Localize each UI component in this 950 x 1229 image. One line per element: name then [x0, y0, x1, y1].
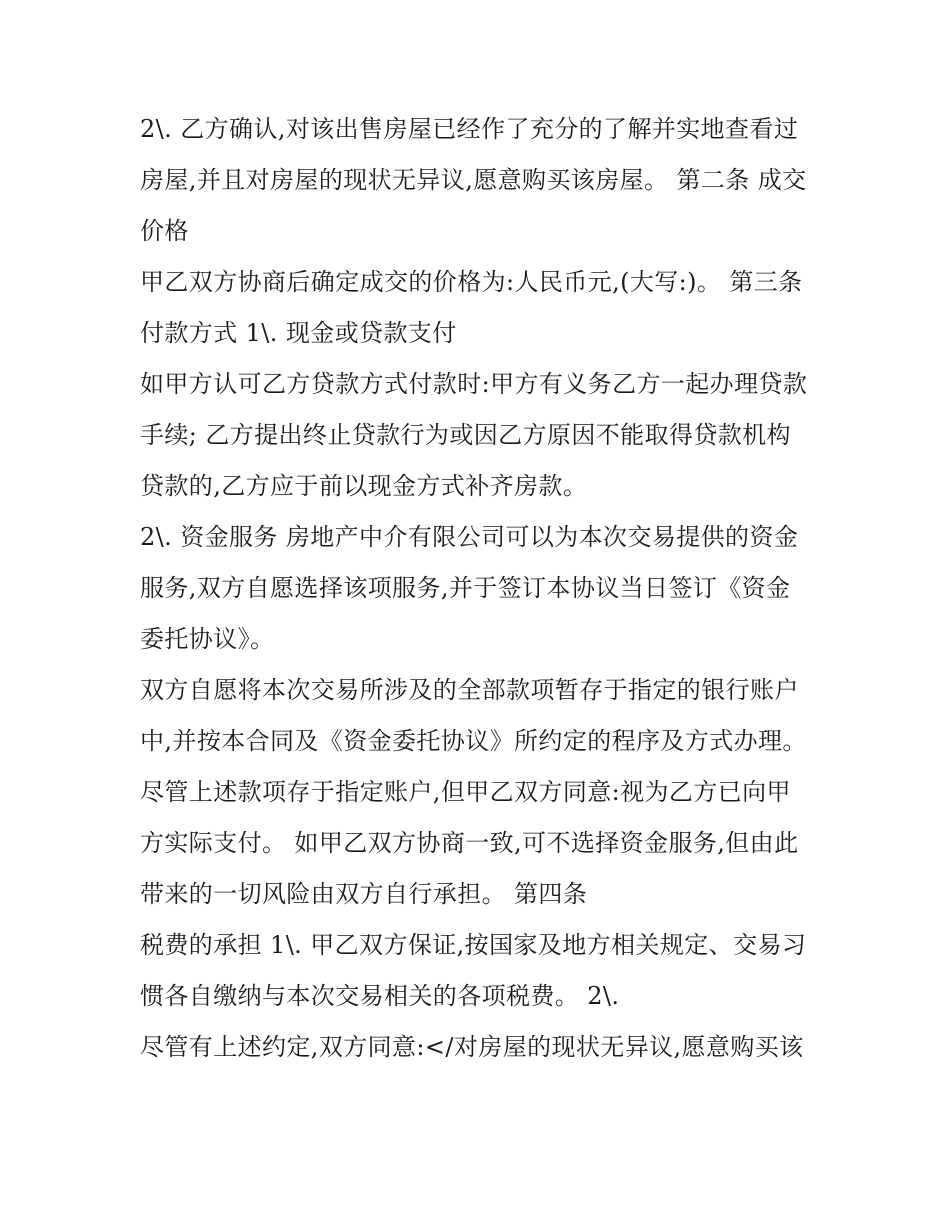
paragraph-8: 尽管有上述约定,双方同意:</对房屋的现状无异议,愿意购买该 — [140, 1033, 804, 1061]
paragraph-3: 如甲方认可乙方贷款方式付款时:甲方有义务乙方一起办理贷款手续; 乙方提出终止贷款行为或因乙方原因不能取得贷款机构贷款的,乙方应于前以现金方式补齐房款。 — [140, 370, 808, 500]
contract-text — [140, 104, 810, 1073]
paragraph-5: 双方自愿将本次交易所涉及的全部款项暂存于指定的银行账户中,并按本合同及《资金委托协议》所约定的程序及方式办理。 — [140, 676, 807, 755]
paragraph-7: 税费的承担 1\. 甲乙双方保证,按国家及地方相关规定、交易习惯各自缴纳与本次交易相关的各项税费。 2\. — [140, 931, 807, 1010]
paragraph-6: 尽管上述款项存于指定账户,但甲乙双方同意:视为乙方已向甲方实际支付。 如甲乙双方协商一致,可不选择资金服务,但由此带来的一切风险由双方自行承担。 第四条 — [140, 778, 799, 908]
paragraph-4: 2\. 资金服务 房地产中介有限公司可以为本次交易提供的资金服务,双方自愿选择该项服务,并于签订本协议当日签订《资金委托协议》。 — [140, 523, 799, 653]
paragraph-1: 2\. 乙方确认,对该出售房屋已经作了充分的了解并实地查看过房屋,并且对房屋的现状无异议,愿意购买该房屋。 第二条 成交价格 — [140, 115, 807, 245]
paragraph-2: 甲乙双方协商后确定成交的价格为:人民币元,(大写:)。 第三条 付款方式 1\. 现金或贷款支付 — [140, 268, 803, 347]
